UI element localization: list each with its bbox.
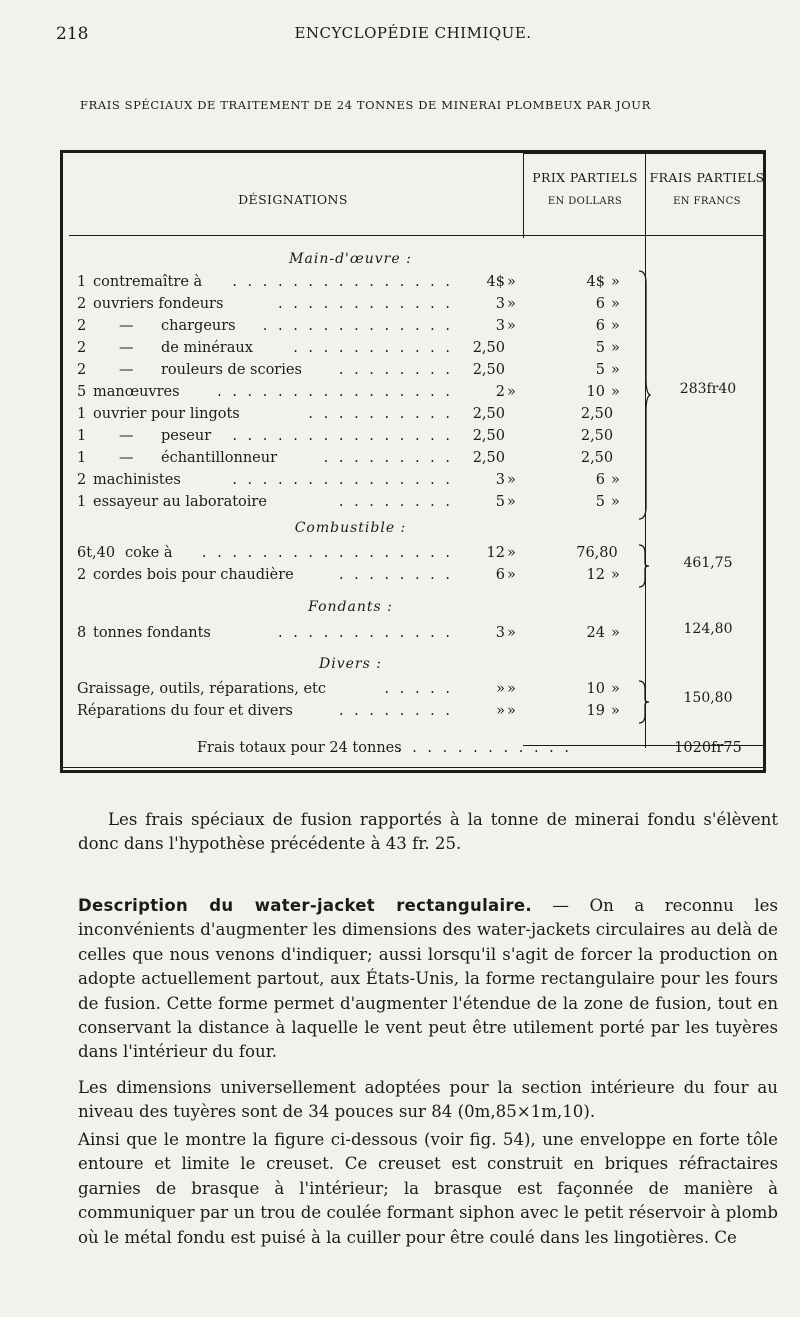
table-row: 6t,40 coke à . . . . . . . . . . . . . . . . . 12 » 76,80	[77, 545, 618, 561]
header-rule	[69, 235, 763, 236]
table-row: 2 cordes bois pour chaudière . . . . . . . . 6 » 12 »	[77, 567, 620, 583]
subtotal-fondants: 124,80	[683, 621, 733, 637]
table-row: Graissage, outils, réparations, etc . . . . . » » 10 »	[77, 681, 620, 697]
table-title: FRAIS SPÉCIAUX DE TRAITEMENT DE 24 TONNES DE MINERAI PLOMBEUX PAR JOUR	[80, 98, 651, 112]
table-row: 2 — chargeurs . . . . . . . . . . . . . 3 » 6 »	[77, 318, 620, 334]
table-row: 8 tonnes fondants . . . . . . . . . . . . 3 » 24 »	[77, 625, 620, 641]
subtotal-divers: 150,80	[683, 690, 733, 706]
paragraph-figure: Ainsi que le montre la figure ci-dessous (voir fig. 54), une enveloppe en forte tôle entoure et limite le creuset. Ce creuset est construit en briques réfractaires garnies de brasque à l'intérieur; la brasque est façonnée de manière à communiquer par un trou de coulée formant siphon avec le petit réservoir à plomb où le métal fondu est puisé à la cuiller pour être coulé dans les lingotières. Ce	[78, 1130, 778, 1247]
section-fondants: Fondants :	[308, 599, 393, 615]
column-rule	[523, 153, 524, 238]
page-number: 218	[56, 24, 89, 44]
running-header	[56, 24, 770, 48]
table-row: 2 — rouleurs de scories . . . . . . . . 2,50 5 »	[77, 362, 620, 378]
table-row: 1 — échantillonneur . . . . . . . . . 2,50 2,50	[77, 450, 614, 466]
paragraph-description: Description du water-jacket rectangulaire. — On a reconnu les inconvénients d'augmenter les dimensions des water-jackets circulaires au delà de celles que nous venons d'indiquer; aussi lorsqu'il s'agit de forcer la production on adopte actuellement partout, aux États-Unis, la forme rectangulaire pour les fours de fusion. Cette forme permet d'augmenter l'étendue de la zone de fusion, tout en conservant la distance à laquelle le vent peut être utilement porté par les tuyères dans l'intérieur du four.	[78, 896, 778, 1062]
table-row: 2 machinistes . . . . . . . . . . . . . . . 3 » 6 »	[77, 472, 620, 488]
subtotal-main-doeuvre: 283fr40	[679, 381, 737, 397]
paragraph-dimensions: Les dimensions universellement adoptées pour la section intérieure du four au niveau des tuyères sont de 34 pouces sur 84 (0m,85×1m,10).	[78, 1078, 778, 1122]
table-row: 1 essayeur au laboratoire . . . . . . . . 5 » 5 »	[77, 494, 620, 510]
table-row: Réparations du four et divers . . . . . . . . » » 19 »	[77, 703, 620, 719]
table-row: 2 ouvriers fondeurs . . . . . . . . . . . . 3 » 6 »	[77, 296, 620, 312]
section-main-doeuvre: Main-d'œuvre :	[289, 251, 412, 267]
running-title: ENCYCLOPÉDIE CHIMIQUE.	[294, 24, 532, 42]
subtotal-combustible: 461,75	[683, 555, 733, 571]
col-frais: FRAIS PARTIELS EN FRANCS	[649, 170, 765, 207]
col-prix: PRIX PARTIELS EN DOLLARS	[532, 170, 638, 207]
cost-table: DÉSIGNATIONS PRIX PARTIELS EN DOLLARS FRAIS PARTIELS EN FRANCS Main-d'œuvre : 1 contremaître à . . . . . . . . . . . . . . . 4$ » 4$ » 2 ouvriers fondeurs . . . . . . . . . . . . 3 » 6 » 2 — chargeurs . . . . . . . . . . . . . 3 » 6 » 2 — de minéraux . . . . . . . . . . . 2,50 5 » 2 — rouleurs de scories . . . . . . . . 2,50 5 » 5 manœuvres . . . . . . . . . . . . . . . . 2 » 10 » 1 ouvrier pour lingots . . . . . . . . . . 2,50 2,50 1 — peseur . . . . . . . . . . . . . . . 2,50 2,50 1 — échantillonneur . . . . . . . . . 2,50 2,50 2 machinistes . . . . . . . . . . . . . . . 3 » 6 » 1 essayeur au laboratoire . . . . . . . . 5 » 5 » 283fr40 Combustible : 6t,40 coke à . . . . . . . . . . . . . . . . . 12 » 76,80 2 cordes bois pour chaudière . . . . . . . . 6 » 12 » 461,75 Fondants : 8 tonnes fondants . . . . . . . . . . . . 3 » 24 » 124,80 Divers : Graissage, outils, réparations, etc . . . . . » » 10 » Réparations du four et divers . . . . . . . . » » 19 » 150,80 Frais totaux pour 24 tonnes . . . . . . . . . . . . 1020fr75	[60, 150, 766, 773]
table-row: 1 contremaître à . . . . . . . . . . . . . . . 4$ » 4$ »	[77, 274, 620, 290]
table-row: 1 ouvrier pour lingots . . . . . . . . . . 2,50 2,50	[77, 406, 614, 422]
total-value: 1020fr75	[674, 740, 742, 756]
section-divers: Divers :	[319, 656, 382, 672]
section-heading: Description du water-jacket rectangulaire.	[78, 896, 532, 915]
table-row: 5 manœuvres . . . . . . . . . . . . . . . . 2 » 10 »	[77, 384, 620, 400]
col-designations: DÉSIGNATIONS	[238, 192, 348, 207]
section-combustible: Combustible :	[294, 520, 407, 536]
table-row: 2 — de minéraux . . . . . . . . . . . 2,50 5 »	[77, 340, 620, 356]
table-row: 1 — peseur . . . . . . . . . . . . . . . 2,50 2,50	[77, 428, 614, 444]
paragraph-conclusion: Les frais spéciaux de fusion rapportés à la tonne de minerai fondu s'élèvent donc dans l'hypothèse précédente à 43 fr. 25.	[78, 810, 778, 854]
